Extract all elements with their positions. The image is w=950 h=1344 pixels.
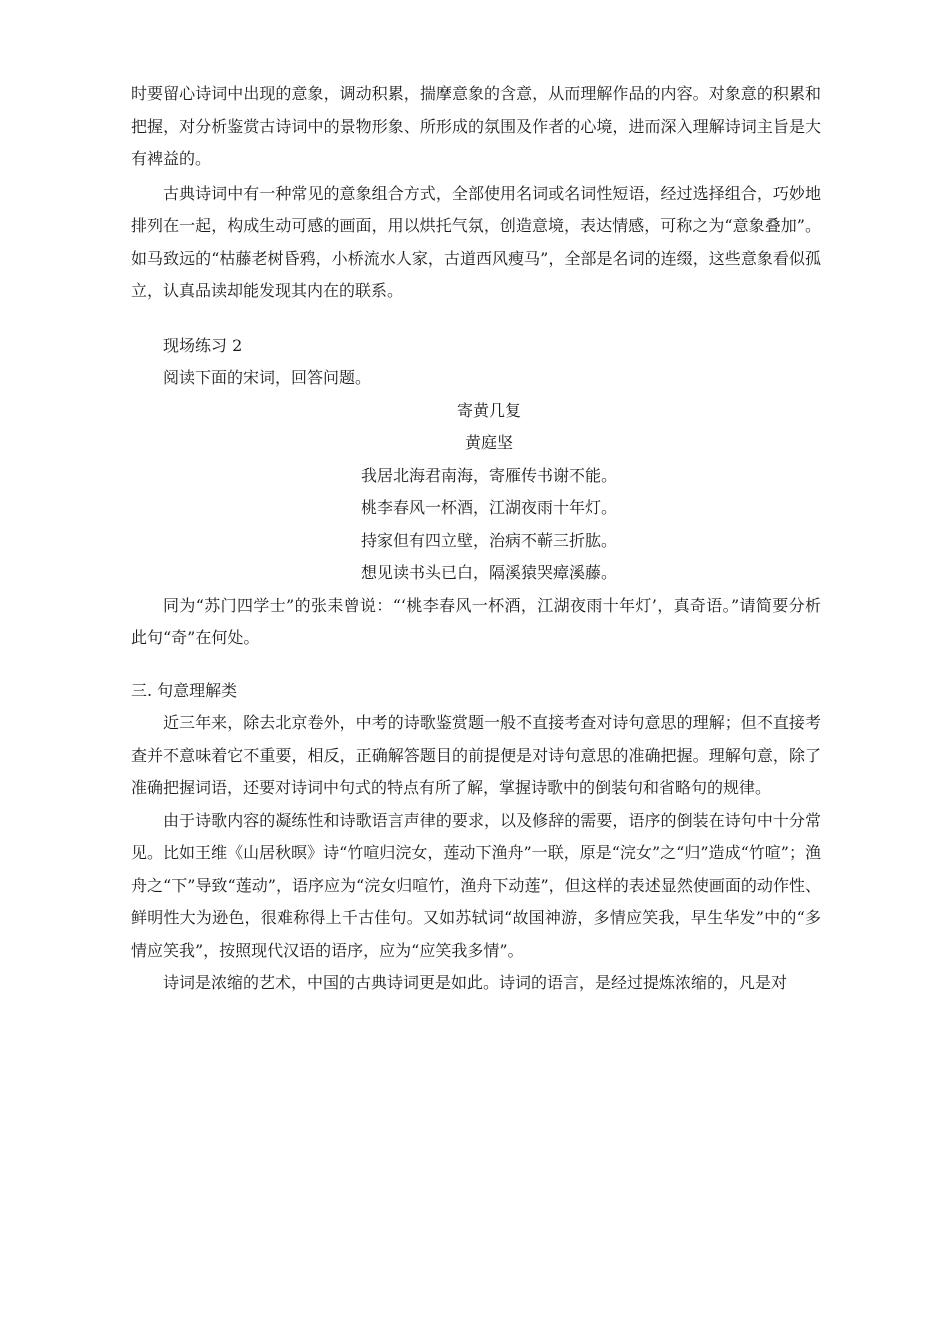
body-paragraph: 近三年来，除去北京卷外，中考的诗歌鉴赏题一般不直接考查对诗句意思的理解；但不直接考查并不意味着它不重要，相反，正确解答题目的前提便是对诗句意思的准确把握。理解句意，除了准确把握词语，还要对诗词中句式的特点有所了解，掌握诗歌中的倒装句和省略句的规律。 [131, 713, 821, 797]
exercise-instruction: 阅读下面的宋词，回答问题。 [163, 368, 372, 387]
poem-line: 想见读书头已白，隔溪猿哭瘴溪藤。 [360, 563, 617, 582]
poem-author: 黄庭坚 [464, 433, 513, 452]
body-paragraph: 古典诗词中有一种常见的意象组合方式，全部使用名词或名词性短语，经过选择组合，巧妙地排列在一起，构成生动可感的画面，用以烘托气氛，创造意境，表达情感，可称之为“意象叠加”。如马致远的“枯藤老树昏鸦，小桥流水人家，古道西风瘦马”，全部是名词的连缀，这些意象看似孤立，认真品读却能发现其内在的联系。 [131, 183, 821, 300]
exercise-label: 现场练习 2 [163, 335, 243, 355]
section-heading: 三. 句意理解类 [131, 680, 238, 700]
body-paragraph: 时要留心诗词中出现的意象，调动积累，揣摩意象的含意，从而理解作品的内容。对象意的积累和把握，对分析鉴赏古诗词中的景物形象、所形成的氛围及作者的心境，进而深入理解诗词主旨是大有裨益的。 [131, 84, 821, 168]
poem-line: 我居北海君南海，寄雁传书谢不能。 [360, 465, 617, 485]
poem-line: 持家但有四立壁，治病不蕲三折肱。 [360, 530, 617, 550]
poem-title: 寄黄几复 [456, 400, 521, 420]
exercise-question: 同为“苏门四学士”的张耒曾说：“‘桃李春风一杯酒，江湖夜雨十年灯’，真奇语。”请简要分析此句“奇”在何处。 [131, 595, 821, 647]
body-paragraph: 由于诗歌内容的凝练性和诗歌语言声律的要求，以及修辞的需要，语序的倒装在诗句中十分常见。比如王维《山居秋暝》诗“竹喧归浣女，莲动下渔舟”一联，原是“浣女”之“归”造成“竹喧”；渔舟之“下”导致“莲动”，语序应为“浣女归喧竹，渔舟下动莲”，但这样的表述显然使画面的动作性、鲜明性大为逊色，很难称得上千古佳句。又如苏轼词“故国神游，多情应笑我，早生华发”中的“多情应笑我”，按照现代汉语的语序，应为“应笑我多情”。 [131, 810, 821, 960]
poem-line: 桃李春风一杯酒，江湖夜雨十年灯。 [360, 498, 617, 517]
body-paragraph: 诗词是浓缩的艺术，中国的古典诗词更是如此。诗词的语言，是经过提炼浓缩的，凡是对 [163, 973, 788, 992]
document-page [131, 78, 821, 1000]
